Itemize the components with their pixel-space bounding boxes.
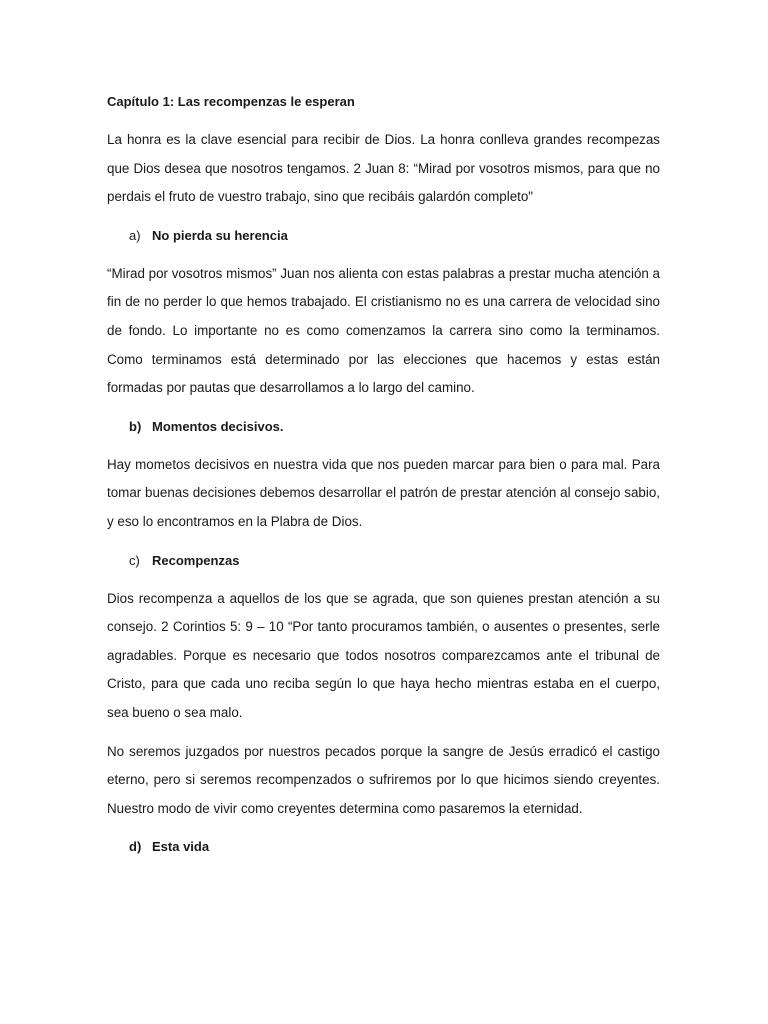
section-heading-b [107, 413, 660, 441]
section-heading-text: Momentos decisivos. [152, 418, 284, 434]
section-heading-text: No pierda su herencia [152, 227, 288, 243]
section-heading-d [107, 833, 660, 861]
intro-paragraph: La honra es la clave esencial para recibir de Dios. La honra conlleva grandes recompezas que Dios desea que nosotros tengamos. 2 Juan 8: “Mirad por vosotros mismos, para que no perdais el fruto de vuestro trabajo, sino que recibáis galardón completo" [107, 132, 660, 205]
section-marker: d) [129, 839, 142, 855]
section-c-paragraph-1: Dios recompenza a aquellos de los que se agrada, que son quienes prestan atención a su consejo. 2 Corintios 5: 9 – 10 “Por tanto procuramos también, o ausentes o presentes, serle agradables. Porque es necesario que todos nosotros comparezcamos ante el tribunal de Cristo, para que cada uno reciba según lo que haya hecho mientras estaba en el cuerpo, sea bueno o sea malo. [107, 590, 660, 720]
document-page [107, 88, 660, 871]
chapter-title: Capítulo 1: Las recompenzas le esperan [107, 94, 355, 109]
section-a-paragraph: “Mirad por vosotros mismos” Juan nos alienta con estas palabras a prestar mucha atención a fin de no perder lo que hemos trabajado. El cristianismo no es una carrera de velocidad sino de fondo. Lo importante no es como comenzamos la carrera sino como la terminamos. Como terminamos está determinado por las elecciones que hacemos y estas están formadas por pautas que desarrollamos a lo largo del camino. [107, 265, 661, 396]
section-b-paragraph: Hay mometos decisivos en nuestra vida que nos pueden marcar para bien o para mal. Para tomar buenas decisiones debemos desarrollar el patrón de prestar atención al consejo sabio, y eso lo encontramos en la Plabra de Dios. [107, 456, 660, 529]
section-c-paragraph-2: No seremos juzgados por nuestros pecados porque la sangre de Jesús erradicó el castigo eterno, pero si seremos recompenzados o sufriremos por lo que hicimos siendo creyentes. Nuestro modo de vivir como creyentes determina como pasaremos la eternidad. [107, 743, 660, 816]
section-marker: b) [129, 418, 142, 434]
section-marker: a) [129, 227, 141, 243]
section-heading-text: Esta vida [152, 839, 210, 855]
section-heading-c [107, 547, 660, 575]
section-heading-text: Recompenzas [152, 552, 240, 568]
section-heading-a [107, 222, 660, 250]
section-marker: c) [129, 552, 140, 568]
